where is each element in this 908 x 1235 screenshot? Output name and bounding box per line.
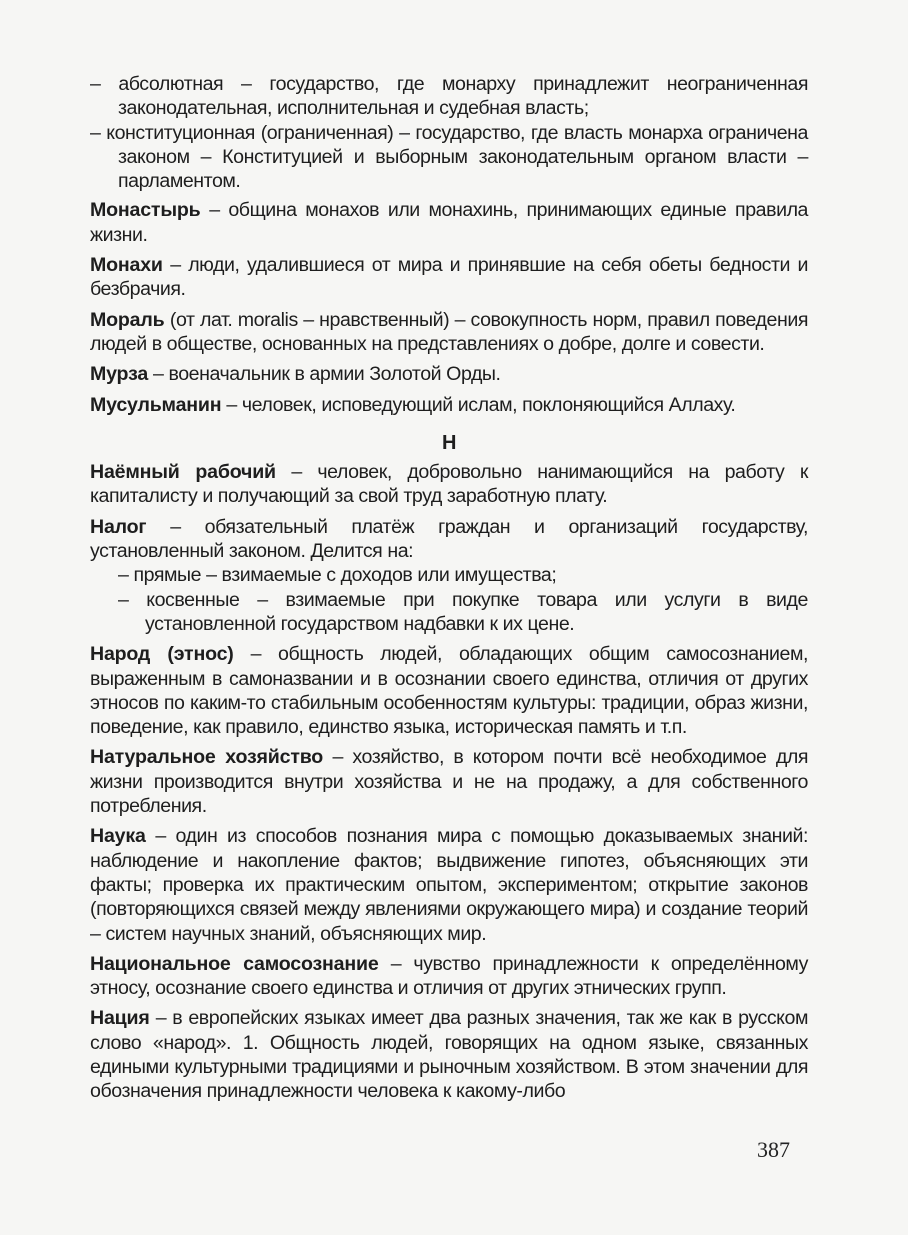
entry-term: Монастырь [90, 199, 201, 222]
entry-term: Наёмный рабочий [90, 461, 276, 484]
section-letter: Н [442, 431, 456, 454]
entry-nalog [90, 515, 808, 564]
entry-term: Мусульманин [90, 393, 222, 416]
list-item: – конституционная (ограниченная) – государство, где власть монарха ограничена законом – Конституцией и выборным законодательным органом власти – парламентом. [90, 121, 809, 193]
entry-naciya [90, 1006, 808, 1103]
entry-term: Народ (этнос) [90, 643, 234, 666]
list-item: – косвенные – взимаемые при покупке товара или услуги в виде установленной государством надбавки к их цене. [118, 588, 808, 635]
entry-naturalnoe-hozyaystvo [90, 745, 808, 818]
entry-term: Налог [90, 515, 147, 538]
page-body [90, 72, 808, 1104]
entry-definition: – хозяйство, в котором почти всё необходимое для жизни производится внутри хозяйства и не на продажу, а для собственного потребления. [90, 746, 808, 818]
list-item: – прямые – взимаемые с доходов или имущества; [118, 564, 557, 587]
entry-term: Натуральное хозяйство [90, 746, 324, 769]
entry-nacionalnoe-samosoznanie [90, 952, 808, 1001]
list-item: – абсолютная – государство, где монарху принадлежит неограниченная законодательная, исполнительная и судебная власть; [90, 73, 808, 120]
entry-definition: – один из способов познания мира с помощью доказываемых знаний: наблюдение и накопление фактов; выдвижение гипотез, объясняющих эти факты; проверка их практическим опытом, экспериментом; открытие законов (повторяющихся связей между явлениями окружающего мира) и создание теорий – систем научных знаний, объясняющих мир. [90, 825, 808, 945]
entry-definition: – человек, исповедующий ислам, поклоняющийся Аллаху. [221, 393, 736, 416]
entry-monahi [90, 253, 808, 302]
entry-nauka [90, 824, 808, 945]
entry-definition: – человек, добровольно нанимающийся на работу к капиталисту и получающий за свой труд заработную плату. [90, 461, 808, 508]
entry-term: Наука [90, 825, 146, 848]
entry-murza [90, 362, 808, 386]
entry-definition: – военачальник в армии Золотой Орды. [148, 363, 501, 386]
entry-definition: (от лат. moralis – нравственный) – совокупность норм, правил поведения людей в обществе, основанных на представлениях о добре, долге и совести. [90, 308, 808, 355]
entry-definition: – люди, удалившиеся от мира и принявшие на себя обеты бедности и безбрачия. [90, 254, 808, 301]
entry-definition: – общность людей, обладающих общим самосознанием, выраженным в самоназвании и в осознании своего единства, отличия от других этносов по каким-то стабильным особенностям культуры: традиции, образ жизни, поведение, как правило, единство языка, историческая память и т.п. [90, 643, 808, 739]
entry-term: Нация [90, 1007, 150, 1030]
entry-naemny-rabochy [90, 460, 808, 509]
entry-moral [90, 308, 808, 357]
entry-definition: – в европейских языках имеет два разных значения, так же как в русском слово «народ». 1. Общность людей, говорящих на одном языке, связанных едиными культурными традициями и рыночным хозяйством. В этом значении для обозначения принадлежности человека к какому-либо [90, 1007, 808, 1103]
entry-definition: – обязательный платёж граждан и организаций государству, установленный законом. Делится на: [90, 515, 808, 563]
entry-term: Мурза [90, 363, 149, 386]
entry-definition: – чувство принадлежности к определённому этносу, осознание своего единства и отличия от других этнических групп. [90, 952, 808, 1000]
entry-musulmanin [90, 393, 808, 417]
entry-definition: – община монахов или монахинь, принимающих единые правила жизни. [90, 199, 808, 246]
entry-monastyr [90, 198, 808, 247]
page-number: 387 [757, 1137, 790, 1162]
entry-term: Мораль [90, 308, 165, 331]
entry-term: Национальное самосознание [90, 952, 379, 975]
entry-narod [90, 642, 808, 739]
entry-term: Монахи [90, 254, 163, 277]
